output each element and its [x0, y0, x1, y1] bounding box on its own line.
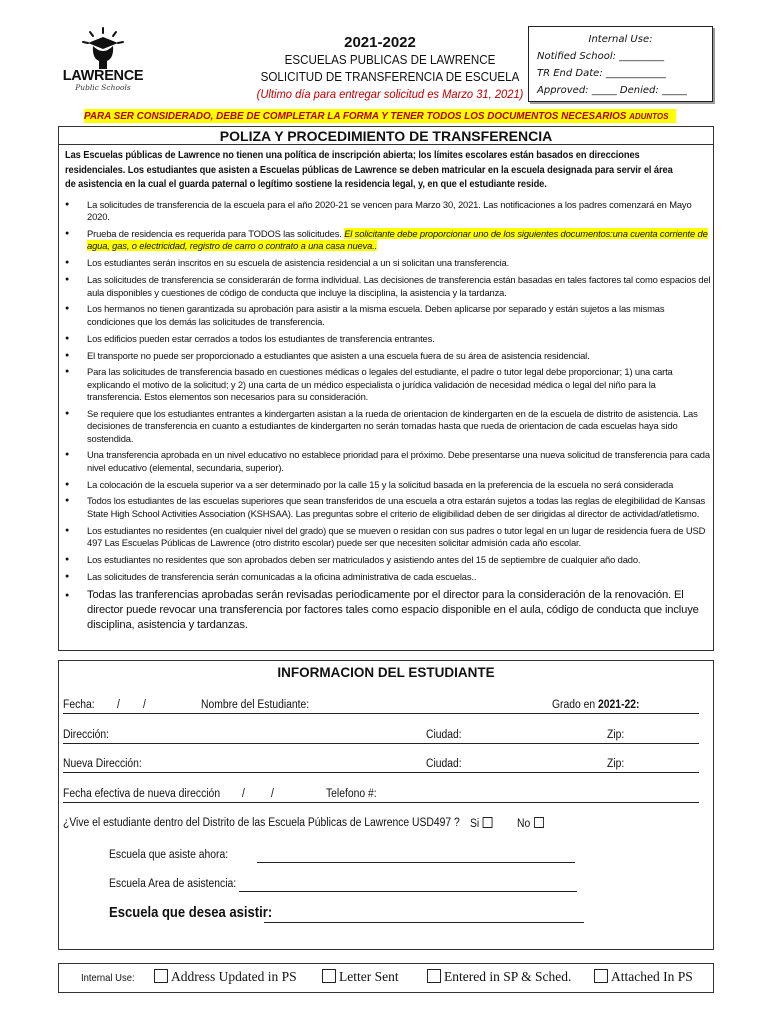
policy-bullet: ● Se requiere que los estudiantes entrantes a kindergarten asistan a la rueda de orientacion de kindergarten en de la escuela de distrito de asistencia. Las decisiones de transferencia en cuanto a estudiantes de kindergarten no serán tomadas hasta que rueda de orientacion de cada escuelas haya sido sostendida.: [59, 408, 711, 445]
escuela-area-line[interactable]: [239, 891, 577, 892]
attached-checkbox[interactable]: [594, 969, 608, 983]
residence-documents-highlight: El solicitante debe proporcionar uno de los siguientes documentos:una cuenta corriente de agua, gas, o electricidad, registro de carro o contrato a una casa nueva..: [87, 228, 708, 252]
ciudad-label: Ciudad:: [426, 758, 462, 770]
zip-label: Zip:: [607, 758, 625, 770]
student-name-label: Nombre del Estudiante:: [201, 699, 310, 711]
escuela-actual-line[interactable]: [257, 862, 575, 863]
tr-end-date-field[interactable]: TR End Date: ____________: [537, 68, 666, 79]
si-label: Si: [470, 818, 480, 830]
policy-bullet: ● Una transferencia aprobada en un nivel educativo no establece prioridad para el próximo. Debe presentarse una nueva solicitud de transferencia para cada nivel educativo (elemental, secundaria, superior).: [59, 449, 711, 474]
escuela-desea-label: Escuela que desea asistir:: [109, 905, 273, 921]
fecha-label: Fecha:: [63, 699, 95, 711]
nueva-direccion-label: Nueva Dirección:: [63, 758, 142, 770]
residence-requirement: Prueba de residencia es requerida para TODOS las solicitudes.: [87, 228, 342, 240]
row1-input-line[interactable]: [63, 713, 699, 714]
policy-bullet: ● Los hermanos no tienen garantizada su aprobación para asistir a la misma escuela. Deben aplicarse por separado y están sujetos a las mismas condiciones que los demás las solicitudes de transferencia.: [59, 303, 711, 328]
escuela-actual-label: Escuela que asiste ahora:: [109, 849, 229, 861]
policy-intro: Las Escuelas públicas de Lawrence no tienen una política de inscripción abierta; los límites escolares están basados en direcciones residenciales. Los estudiantes que asisten a Escuelas públicas de Lawrence se deben matricular en la escuela designada para servir el área de asistencia en la cual el guarda paternal o legítimo sostiene la residencia legal, y, en que el estudiante reside.: [65, 150, 673, 190]
date-slash: /: [143, 699, 146, 711]
grade-label-text: Grado en: [552, 699, 596, 711]
letter-sent-checkbox[interactable]: [322, 969, 336, 983]
notice-small-text: ADUNTOS: [629, 111, 669, 121]
date-slash: /: [271, 788, 274, 800]
letter-sent-label: Letter Sent: [339, 969, 399, 984]
grade-year: 2021-22:: [598, 699, 640, 711]
policy-bullet: ● El transporte no puede ser proporcionado a estudiantes que asisten a una escuela fuera de su área de asistencia residencial.: [59, 350, 711, 362]
notified-school-field[interactable]: Notified School: _________: [537, 51, 665, 62]
escuela-area-label: Escuela Area de asistencia:: [109, 878, 237, 890]
si-option[interactable]: [470, 817, 493, 830]
date-slash: /: [117, 699, 120, 711]
policy-bullet: ● Las solicitudes de transferencia se considerarán de forma individual. Las decisiones de transferencia están basadas en tales factores tal como espacios del aula disponibles y cuestiones de código de conducta que incluye la disciplina, la asistencia y la tardanza.: [59, 274, 711, 299]
si-checkbox[interactable]: [483, 817, 493, 828]
no-label: No: [517, 818, 531, 830]
policy-bullet: ● Para las solicitudes de transferencia basado en cuestiones médicas o legales del estudiante, el padre o tutor legal debe proporcionar; 1) una carta explicando el motivo de la solicitud; y 2) una carta de un médico especialista o jurídica validación de necesidad médica o legal del niño para la transferencia. Estos elementos son necesarios para su consideración.: [59, 366, 711, 403]
row4-input-line[interactable]: [63, 802, 699, 803]
internal-use-box: [528, 26, 713, 102]
vive-question: ¿Vive el estudiante dentro del Distrito de las Escuela Públicas de Lawrence USD497 ?: [63, 817, 460, 829]
attached-label: Attached In PS: [611, 969, 693, 984]
letter-sent-option[interactable]: [322, 969, 399, 985]
policy-bullet: ● Los edificios pueden estar cerrados a todos los estudiantes de transferencia entrantes.: [59, 333, 711, 345]
entered-label: Entered in SP & Sched.: [444, 969, 572, 984]
direccion-label: Dirección:: [63, 729, 110, 741]
entered-checkbox[interactable]: [427, 969, 441, 983]
deadline-note: (Ultimo día para entregar solicitud es Marzo 31, 2021): [256, 87, 524, 101]
zip-label: Zip:: [607, 729, 625, 741]
approved-denied-field[interactable]: Approved: _____ Denied: _____: [537, 85, 687, 96]
policy-section: [58, 126, 714, 651]
district-name: ESCUELAS PUBLICAS DE LAWRENCE: [284, 53, 496, 67]
notice-text: PARA SER CONSIDERADO, DEBE DE COMPLETAR LA FORMA Y TENER TODOS LOS DOCUMENTOS NECESARIOS: [84, 110, 627, 122]
policy-bullet: ● Los estudiantes serán inscritos en su escuela de asistencia residencial a un si solicitan una transferencia.: [59, 257, 711, 269]
internal-use-title: Internal Use:: [588, 34, 653, 45]
school-year: 2021-2022: [344, 34, 416, 51]
policy-bullet: ● La colocación de la escuela superior va a ser determinado por la calle 15 y la solicitud basada en la preferencia de la escuela no será considerada: [59, 479, 711, 491]
escuela-desea-line[interactable]: [264, 922, 584, 923]
lightbulb-graduate-icon: [78, 26, 128, 70]
policy-bullet-residence: [59, 228, 711, 253]
student-info-section: [58, 660, 714, 950]
grade-label: [552, 699, 639, 711]
no-option[interactable]: [517, 817, 544, 830]
footer-internal-label: Internal Use:: [81, 972, 135, 984]
logo-subtitle: Public Schools: [75, 83, 131, 92]
lawrence-logo: [58, 26, 148, 96]
policy-bullet: ● Los estudiantes no residentes (en cualquier nivel del grado) que se mueven o residan con sus padres o tutor legal en un lugar de residencia fuera de USD 497 Las Escuelas Públicas de Lawrence (otro distrito escolar) puede ser que necesiten solicitar admisión cada año escolar.: [59, 525, 711, 550]
policy-bullet: ● Las solicitudes de transferencia serán comunicadas a la oficina administrativa de cada escuelas..: [59, 571, 711, 583]
row2-input-line[interactable]: [63, 743, 699, 744]
entered-option[interactable]: [427, 969, 571, 985]
policy-bullets: [59, 199, 711, 637]
policy-bullet: ● Todos los estudiantes de las escuelas superiores que sean transferidos de una escuela a otra estarán sujetos a todas las reglas de elegibilidad de Kansas State High School Activities Association (KSHSAA). Las preguntas sobre el criterio de eligibilidad deben de ser dirigidas al director de actividad/atletismo.: [59, 495, 711, 520]
address-updated-option[interactable]: [154, 969, 297, 985]
address-updated-label: Address Updated in PS: [171, 969, 297, 984]
policy-title: POLIZA Y PROCEDIMIENTO DE TRANSFERENCIA: [59, 127, 713, 145]
telefono-label: Telefono #:: [326, 788, 377, 800]
fecha-efectiva-label: Fecha efectiva de nueva dirección: [63, 788, 221, 800]
policy-bullet: ● Los estudiantes no residentes que son aprobados deben ser matriculados y asistiendo antes del 15 de septiembre de cualquier año dado.: [59, 554, 711, 566]
logo-name: LAWRENCE: [62, 68, 144, 84]
form-title-block: [240, 34, 540, 102]
address-updated-checkbox[interactable]: [154, 969, 168, 983]
row3-input-line[interactable]: [63, 772, 699, 773]
policy-bullet: ● La solicitudes de transferencia de la escuela para el año 2020-21 se vencen para Marzo 30, 2021. Las notificaciones a los padres comenzará en Mayo 2020.: [59, 199, 711, 224]
ciudad-label: Ciudad:: [426, 729, 462, 741]
required-documents-notice: [84, 109, 676, 123]
footer-internal-use: [58, 963, 714, 993]
attached-option[interactable]: [594, 969, 693, 985]
date-slash: /: [242, 788, 245, 800]
student-info-title: INFORMACION DEL ESTUDIANTE: [277, 665, 495, 680]
no-checkbox[interactable]: [534, 817, 544, 828]
policy-bullet: ● Todas las tranferencias aprobadas serán revisadas periodicamente por el director para la consideración de la renovación. El director puede revocar una transferencia por factores tales como espacio disponible en el aula, código de conducta que incluye disciplina, asistencia y tardanzas.: [59, 588, 711, 633]
form-title: SOLICITUD DE TRANSFERENCIA DE ESCUELA: [260, 70, 520, 84]
